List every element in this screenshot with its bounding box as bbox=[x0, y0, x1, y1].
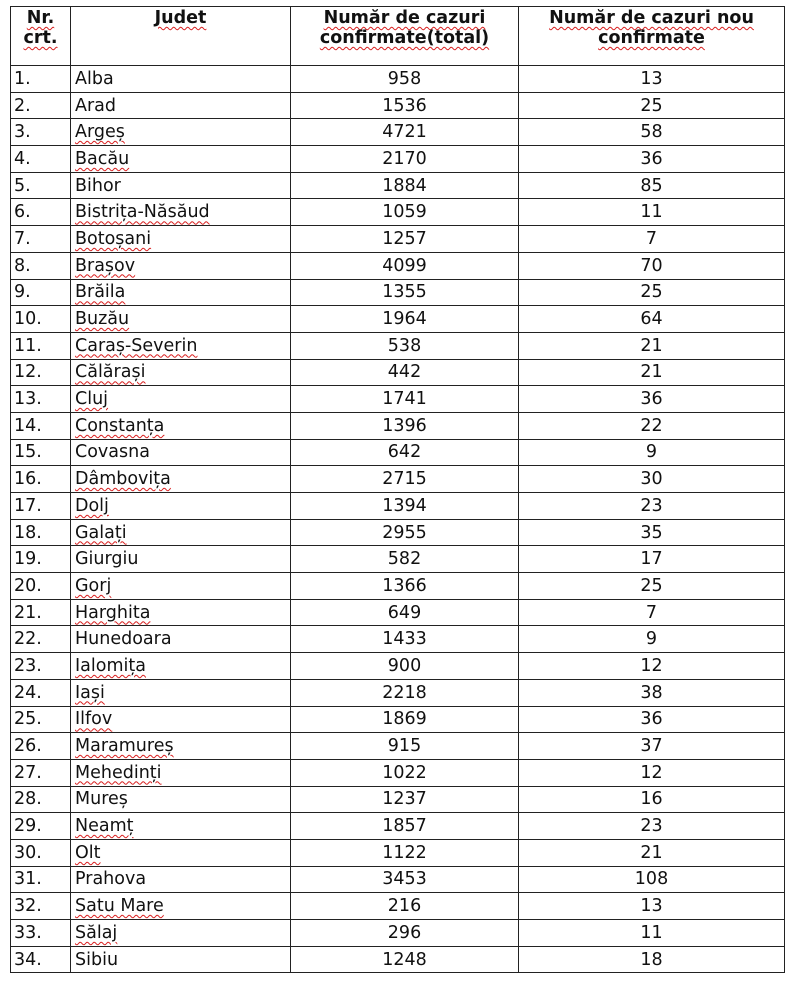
row-county-cell: Maramureș bbox=[71, 733, 291, 760]
row-total-cell: 1394 bbox=[291, 493, 519, 520]
row-county-cell: Brașov bbox=[71, 252, 291, 279]
row-county-cell: Dâmbovița bbox=[71, 466, 291, 493]
row-county-cell: Brăila bbox=[71, 279, 291, 306]
row-total-cell: 3453 bbox=[291, 866, 519, 893]
row-total-cell: 582 bbox=[291, 546, 519, 573]
row-new-cell: 11 bbox=[519, 920, 785, 947]
row-nr-cell: 18. bbox=[11, 519, 71, 546]
table-row bbox=[11, 706, 785, 733]
row-county-cell: Sălaj bbox=[71, 920, 291, 947]
row-new-cell: 37 bbox=[519, 733, 785, 760]
table-row bbox=[11, 546, 785, 573]
row-total-cell: 1396 bbox=[291, 412, 519, 439]
row-total-cell: 538 bbox=[291, 332, 519, 359]
row-county-cell: Bacău bbox=[71, 146, 291, 173]
row-county-cell: Giurgiu bbox=[71, 546, 291, 573]
row-total-cell: 1122 bbox=[291, 839, 519, 866]
row-nr-cell: 32. bbox=[11, 893, 71, 920]
row-new-cell: 13 bbox=[519, 66, 785, 93]
table-row bbox=[11, 679, 785, 706]
row-new-cell: 25 bbox=[519, 279, 785, 306]
row-nr-cell: 22. bbox=[11, 626, 71, 653]
row-county-cell: Constanța bbox=[71, 412, 291, 439]
row-nr-cell: 16. bbox=[11, 466, 71, 493]
row-total-cell: 2715 bbox=[291, 466, 519, 493]
table-row bbox=[11, 66, 785, 93]
row-new-cell: 17 bbox=[519, 546, 785, 573]
header-total: Număr de cazuri confirmate(total) bbox=[291, 7, 519, 66]
row-county-cell: Cluj bbox=[71, 386, 291, 413]
row-new-cell: 35 bbox=[519, 519, 785, 546]
row-new-cell: 11 bbox=[519, 199, 785, 226]
row-new-cell: 64 bbox=[519, 306, 785, 333]
row-county-cell: Harghita bbox=[71, 599, 291, 626]
header-new: Număr de cazuri nou confirmate bbox=[519, 7, 785, 66]
row-total-cell: 1366 bbox=[291, 573, 519, 600]
table-row bbox=[11, 653, 785, 680]
table-header-row bbox=[11, 7, 785, 66]
header-nr: Nr. crt. bbox=[11, 7, 71, 66]
table-row bbox=[11, 146, 785, 173]
row-county-cell: Ilfov bbox=[71, 706, 291, 733]
row-total-cell: 2955 bbox=[291, 519, 519, 546]
table-row bbox=[11, 92, 785, 119]
row-nr-cell: 2. bbox=[11, 92, 71, 119]
row-total-cell: 442 bbox=[291, 359, 519, 386]
row-new-cell: 9 bbox=[519, 626, 785, 653]
row-county-cell: Dolj bbox=[71, 493, 291, 520]
row-new-cell: 25 bbox=[519, 573, 785, 600]
row-nr-cell: 6. bbox=[11, 199, 71, 226]
table-row bbox=[11, 599, 785, 626]
row-nr-cell: 21. bbox=[11, 599, 71, 626]
row-county-cell: Galați bbox=[71, 519, 291, 546]
row-total-cell: 1248 bbox=[291, 946, 519, 973]
table-row bbox=[11, 412, 785, 439]
table-body bbox=[11, 66, 785, 973]
covid-county-table bbox=[10, 6, 785, 973]
table-row bbox=[11, 813, 785, 840]
row-nr-cell: 34. bbox=[11, 946, 71, 973]
table-row bbox=[11, 359, 785, 386]
row-total-cell: 649 bbox=[291, 599, 519, 626]
row-new-cell: 85 bbox=[519, 172, 785, 199]
table-row bbox=[11, 306, 785, 333]
row-county-cell: Olt bbox=[71, 839, 291, 866]
row-new-cell: 58 bbox=[519, 119, 785, 146]
row-nr-cell: 15. bbox=[11, 439, 71, 466]
table-row bbox=[11, 386, 785, 413]
row-nr-cell: 7. bbox=[11, 226, 71, 253]
row-county-cell: Bistrița-Năsăud bbox=[71, 199, 291, 226]
table-row bbox=[11, 252, 785, 279]
row-nr-cell: 10. bbox=[11, 306, 71, 333]
table-row bbox=[11, 119, 785, 146]
row-county-cell: Covasna bbox=[71, 439, 291, 466]
row-nr-cell: 24. bbox=[11, 679, 71, 706]
row-county-cell: Călărași bbox=[71, 359, 291, 386]
row-total-cell: 296 bbox=[291, 920, 519, 947]
row-nr-cell: 13. bbox=[11, 386, 71, 413]
table-row bbox=[11, 786, 785, 813]
row-nr-cell: 8. bbox=[11, 252, 71, 279]
table-row bbox=[11, 279, 785, 306]
row-new-cell: 9 bbox=[519, 439, 785, 466]
row-total-cell: 216 bbox=[291, 893, 519, 920]
row-county-cell: Arad bbox=[71, 92, 291, 119]
table-row bbox=[11, 466, 785, 493]
table-row bbox=[11, 893, 785, 920]
table-row bbox=[11, 199, 785, 226]
row-total-cell: 1741 bbox=[291, 386, 519, 413]
row-county-cell: Argeș bbox=[71, 119, 291, 146]
table-row bbox=[11, 439, 785, 466]
row-new-cell: 21 bbox=[519, 332, 785, 359]
row-new-cell: 108 bbox=[519, 866, 785, 893]
row-nr-cell: 5. bbox=[11, 172, 71, 199]
row-nr-cell: 26. bbox=[11, 733, 71, 760]
row-total-cell: 1869 bbox=[291, 706, 519, 733]
row-new-cell: 70 bbox=[519, 252, 785, 279]
row-county-cell: Prahova bbox=[71, 866, 291, 893]
row-county-cell: Iași bbox=[71, 679, 291, 706]
row-nr-cell: 11. bbox=[11, 332, 71, 359]
row-total-cell: 1237 bbox=[291, 786, 519, 813]
row-total-cell: 4099 bbox=[291, 252, 519, 279]
header-judet: Judet bbox=[71, 7, 291, 66]
row-nr-cell: 17. bbox=[11, 493, 71, 520]
row-total-cell: 1536 bbox=[291, 92, 519, 119]
row-nr-cell: 3. bbox=[11, 119, 71, 146]
row-county-cell: Alba bbox=[71, 66, 291, 93]
row-nr-cell: 1. bbox=[11, 66, 71, 93]
row-county-cell: Gorj bbox=[71, 573, 291, 600]
row-new-cell: 36 bbox=[519, 146, 785, 173]
table-row bbox=[11, 839, 785, 866]
row-new-cell: 21 bbox=[519, 839, 785, 866]
row-total-cell: 1964 bbox=[291, 306, 519, 333]
row-new-cell: 12 bbox=[519, 759, 785, 786]
row-new-cell: 23 bbox=[519, 813, 785, 840]
table-row bbox=[11, 493, 785, 520]
row-new-cell: 30 bbox=[519, 466, 785, 493]
row-nr-cell: 4. bbox=[11, 146, 71, 173]
table-row bbox=[11, 332, 785, 359]
table-row bbox=[11, 946, 785, 973]
table-row bbox=[11, 573, 785, 600]
row-new-cell: 22 bbox=[519, 412, 785, 439]
row-county-cell: Sibiu bbox=[71, 946, 291, 973]
row-total-cell: 4721 bbox=[291, 119, 519, 146]
row-nr-cell: 27. bbox=[11, 759, 71, 786]
row-new-cell: 13 bbox=[519, 893, 785, 920]
row-nr-cell: 12. bbox=[11, 359, 71, 386]
row-county-cell: Hunedoara bbox=[71, 626, 291, 653]
row-total-cell: 958 bbox=[291, 66, 519, 93]
row-total-cell: 915 bbox=[291, 733, 519, 760]
row-nr-cell: 23. bbox=[11, 653, 71, 680]
row-total-cell: 1059 bbox=[291, 199, 519, 226]
row-new-cell: 36 bbox=[519, 706, 785, 733]
row-county-cell: Mureș bbox=[71, 786, 291, 813]
row-nr-cell: 14. bbox=[11, 412, 71, 439]
row-new-cell: 12 bbox=[519, 653, 785, 680]
row-total-cell: 1022 bbox=[291, 759, 519, 786]
row-nr-cell: 19. bbox=[11, 546, 71, 573]
row-nr-cell: 28. bbox=[11, 786, 71, 813]
table-row bbox=[11, 626, 785, 653]
row-new-cell: 18 bbox=[519, 946, 785, 973]
row-county-cell: Neamț bbox=[71, 813, 291, 840]
row-new-cell: 21 bbox=[519, 359, 785, 386]
table-row bbox=[11, 226, 785, 253]
row-nr-cell: 31. bbox=[11, 866, 71, 893]
row-nr-cell: 20. bbox=[11, 573, 71, 600]
table-row bbox=[11, 759, 785, 786]
row-nr-cell: 9. bbox=[11, 279, 71, 306]
row-total-cell: 1257 bbox=[291, 226, 519, 253]
row-county-cell: Botoșani bbox=[71, 226, 291, 253]
row-nr-cell: 25. bbox=[11, 706, 71, 733]
row-total-cell: 1355 bbox=[291, 279, 519, 306]
row-nr-cell: 30. bbox=[11, 839, 71, 866]
row-new-cell: 38 bbox=[519, 679, 785, 706]
table-row bbox=[11, 519, 785, 546]
row-total-cell: 2218 bbox=[291, 679, 519, 706]
row-total-cell: 1433 bbox=[291, 626, 519, 653]
row-total-cell: 2170 bbox=[291, 146, 519, 173]
row-total-cell: 1857 bbox=[291, 813, 519, 840]
row-county-cell: Satu Mare bbox=[71, 893, 291, 920]
row-county-cell: Mehedinți bbox=[71, 759, 291, 786]
row-new-cell: 36 bbox=[519, 386, 785, 413]
row-county-cell: Buzău bbox=[71, 306, 291, 333]
row-county-cell: Caraș-Severin bbox=[71, 332, 291, 359]
row-new-cell: 23 bbox=[519, 493, 785, 520]
row-new-cell: 7 bbox=[519, 226, 785, 253]
row-new-cell: 16 bbox=[519, 786, 785, 813]
row-new-cell: 7 bbox=[519, 599, 785, 626]
row-nr-cell: 33. bbox=[11, 920, 71, 947]
row-nr-cell: 29. bbox=[11, 813, 71, 840]
row-new-cell: 25 bbox=[519, 92, 785, 119]
row-total-cell: 900 bbox=[291, 653, 519, 680]
row-county-cell: Ialomița bbox=[71, 653, 291, 680]
table-row bbox=[11, 172, 785, 199]
row-total-cell: 1884 bbox=[291, 172, 519, 199]
row-total-cell: 642 bbox=[291, 439, 519, 466]
table-row bbox=[11, 866, 785, 893]
table-row bbox=[11, 920, 785, 947]
row-county-cell: Bihor bbox=[71, 172, 291, 199]
table-row bbox=[11, 733, 785, 760]
